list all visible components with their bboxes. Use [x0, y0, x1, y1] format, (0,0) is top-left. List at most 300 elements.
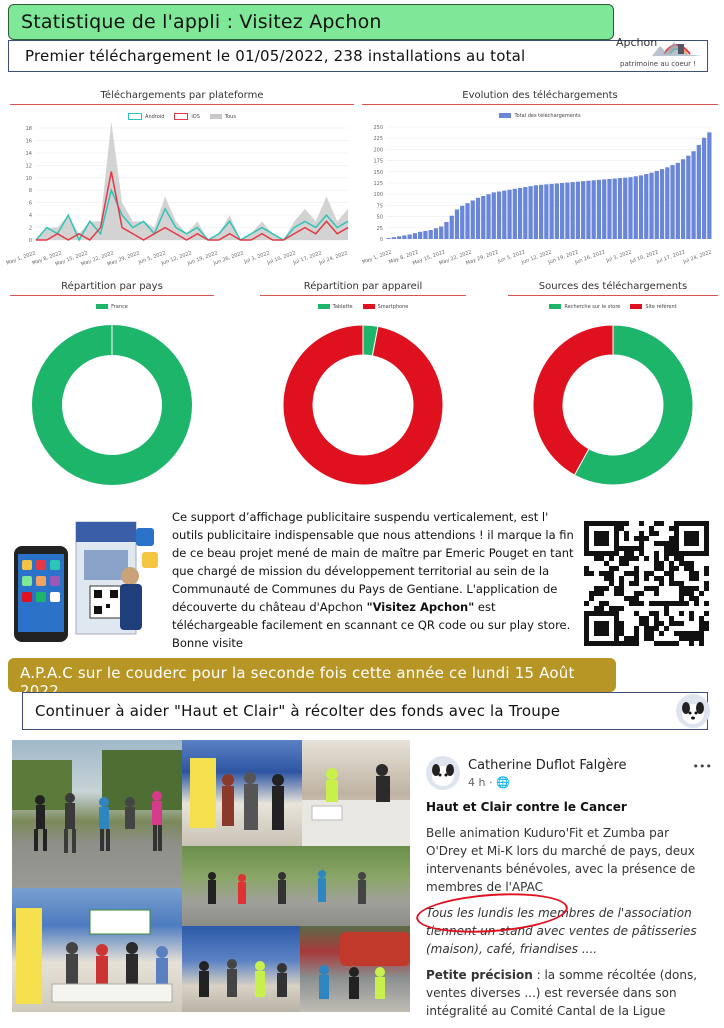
donut-slice	[283, 325, 443, 485]
post-paragraph-3: Petite précision : la somme récoltée (dons, ventes diverses ...) est reversée dans son intégralité au Comité Cantal de la Ligue	[426, 968, 698, 1018]
qr-module	[669, 526, 674, 531]
qr-module	[689, 641, 694, 646]
x-tick-label: Jul 3, 2022	[605, 249, 633, 265]
globe-icon: 🌐	[495, 776, 510, 789]
qr-module	[704, 586, 709, 591]
bar	[539, 185, 543, 239]
bar	[518, 188, 522, 239]
qr-module	[649, 611, 654, 616]
promo-line-8: Bonne visite	[172, 636, 244, 650]
x-tick-label: Jun 5, 2022	[137, 250, 167, 266]
qr-module	[704, 526, 709, 531]
qr-module	[594, 641, 599, 646]
apchon-logo	[612, 32, 712, 72]
app-name: "Visitez Apchon"	[366, 600, 475, 614]
qr-module	[694, 531, 699, 536]
qr-module	[659, 641, 664, 646]
qr-module	[589, 571, 594, 576]
donut-slice	[533, 325, 613, 475]
qr-module	[604, 551, 609, 556]
qr-module	[619, 561, 624, 566]
qr-module	[604, 571, 609, 576]
platform-chart-title: Téléchargements par plateforme	[100, 90, 264, 101]
bar	[476, 198, 480, 239]
qr-module	[679, 581, 684, 586]
x-tick-label: Jul 17, 2022	[292, 250, 323, 267]
volunteers-photo	[182, 926, 300, 1012]
qr-module	[694, 536, 699, 541]
qr-module	[669, 581, 674, 586]
qr-module	[679, 551, 684, 556]
qr-module	[694, 631, 699, 636]
qr-module	[639, 541, 644, 546]
legend-tablette: Tablette	[318, 304, 353, 310]
qr-module	[619, 576, 624, 581]
y-tick-label: 225	[373, 136, 383, 143]
qr-module	[644, 621, 649, 626]
qr-module	[624, 536, 629, 541]
bar	[670, 165, 674, 239]
qr-module	[654, 576, 659, 581]
bar	[450, 216, 454, 239]
qr-module	[614, 551, 619, 556]
qr-module	[604, 576, 609, 581]
x-tick-label: Jul 10, 2022	[629, 249, 660, 266]
legend-android: Android	[128, 113, 164, 120]
promo-line-6: découverte du château d'Apchon "Visitez Apchon" est	[172, 600, 496, 614]
x-tick-label: May 15, 2022	[411, 249, 447, 267]
bar	[471, 200, 475, 239]
legend-store: Recherche sur le store	[549, 304, 620, 310]
qr-module	[699, 641, 704, 646]
qr-module	[674, 566, 679, 571]
legend-ios: iOS	[174, 113, 200, 120]
bar	[418, 232, 422, 239]
qr-module	[589, 551, 594, 556]
qr-module	[584, 636, 589, 641]
qr-module	[684, 531, 689, 536]
qr-module	[679, 596, 684, 601]
qr-module	[619, 556, 624, 561]
qr-module	[599, 591, 604, 596]
qr-module	[654, 626, 659, 631]
bar	[534, 185, 538, 239]
dog-avatar	[676, 694, 710, 728]
qr-module	[679, 521, 684, 526]
qr-module	[584, 601, 589, 606]
platform-chart	[5, 90, 354, 280]
y-tick-label: 175	[373, 158, 383, 165]
qr-module	[679, 636, 684, 641]
qr-module	[619, 641, 624, 646]
qr-module	[634, 576, 639, 581]
qr-module	[619, 546, 624, 551]
y-tick-label: 2	[28, 225, 32, 232]
bar	[523, 187, 527, 239]
qr-module	[664, 611, 669, 616]
qr-module	[639, 546, 644, 551]
bar	[623, 178, 627, 239]
more-options-icon[interactable]: •••	[692, 760, 712, 773]
y-tick-label: 150	[373, 169, 383, 176]
qr-module	[689, 596, 694, 601]
qr-module	[629, 546, 634, 551]
qr-module	[604, 561, 609, 566]
qr-module	[614, 641, 619, 646]
qr-module	[619, 526, 624, 531]
qr-module	[664, 601, 669, 606]
qr-module	[644, 556, 649, 561]
bar	[628, 177, 632, 239]
qr-module	[664, 571, 669, 576]
qr-module	[604, 586, 609, 591]
qr-module	[689, 566, 694, 571]
qr-module	[699, 521, 704, 526]
bar	[550, 184, 554, 239]
page-title: Statistique de l'appli : Visitez Apchon	[8, 4, 614, 40]
qr-module	[614, 531, 619, 536]
qr-module	[654, 541, 659, 546]
qr-module	[614, 521, 619, 526]
qr-module	[669, 571, 674, 576]
qr-module	[699, 616, 704, 621]
qr-module	[664, 551, 669, 556]
qr-module	[689, 541, 694, 546]
qr-module	[624, 551, 629, 556]
qr-module	[669, 561, 674, 566]
x-tick-label: May 29, 2022	[465, 249, 500, 267]
y-tick-label: 75	[376, 203, 383, 210]
qr-module	[614, 606, 619, 611]
qr-module	[644, 616, 649, 621]
qr-module	[699, 621, 704, 626]
qr-module	[594, 611, 599, 616]
qr-module	[699, 591, 704, 596]
qr-module	[654, 531, 659, 536]
qr-module	[694, 601, 699, 606]
qr-module	[609, 556, 614, 561]
qr-module	[604, 626, 609, 631]
qr-module	[594, 551, 599, 556]
qr-module	[634, 631, 639, 636]
x-tick-label: Jul 17, 2022	[655, 249, 687, 266]
qr-module	[669, 601, 674, 606]
qr-module	[699, 626, 704, 631]
qr-module	[614, 636, 619, 641]
qr-module	[699, 631, 704, 636]
qr-module	[609, 566, 614, 571]
bar	[560, 183, 564, 239]
qr-module	[584, 551, 589, 556]
bar	[644, 174, 648, 239]
qr-module	[674, 531, 679, 536]
qr-module	[654, 566, 659, 571]
qr-module	[679, 621, 684, 626]
y-tick-label: 14	[25, 150, 32, 157]
bar	[676, 163, 680, 239]
qr-module	[629, 551, 634, 556]
qr-module	[624, 546, 629, 551]
qr-module	[634, 536, 639, 541]
qr-module	[659, 561, 664, 566]
qr-module	[654, 611, 659, 616]
qr-module	[694, 551, 699, 556]
qr-module	[604, 611, 609, 616]
bar	[602, 179, 606, 239]
qr-module	[609, 611, 614, 616]
y-tick-label: 125	[373, 181, 383, 187]
x-tick-label: Jun 19, 2022	[186, 250, 219, 267]
qr-module	[634, 566, 639, 571]
qr-module	[624, 641, 629, 646]
y-tick-label: 250	[373, 125, 383, 131]
qr-module	[599, 541, 604, 546]
qr-module	[614, 566, 619, 571]
qr-module	[679, 591, 684, 596]
legend-site: Site référent	[630, 304, 676, 310]
qr-module	[669, 566, 674, 571]
qr-module	[669, 541, 674, 546]
qr-module	[599, 621, 604, 626]
y-tick-label: 50	[376, 214, 383, 221]
qr-module	[659, 566, 664, 571]
qr-module	[594, 586, 599, 591]
qr-module	[659, 576, 664, 581]
qr-module	[669, 576, 674, 581]
author-avatar[interactable]	[426, 756, 460, 790]
promo-line-4: que chargé de mission du développement territorial au sein de la	[172, 564, 550, 578]
bar	[649, 173, 653, 239]
qr-module	[689, 561, 694, 566]
post-heading: Haut et Clair contre le Cancer	[426, 800, 627, 814]
post-paragraph-1: Belle animation Kuduro'Fit et Zumba par O'Drey et Mi-K lors du marché de pays, deux intervenants bénévoles, avec la présence de membres de l'APAC	[426, 824, 712, 896]
qr-module	[654, 556, 659, 561]
bar	[402, 235, 406, 239]
qr-module	[584, 641, 589, 646]
qr-module	[659, 631, 664, 636]
qr-module	[584, 571, 589, 576]
qr-module	[644, 631, 649, 636]
qr-module	[684, 591, 689, 596]
qr-module	[614, 621, 619, 626]
qr-module	[589, 521, 594, 526]
x-tick-label: Jun 12, 2022	[160, 250, 193, 267]
qr-module	[599, 531, 604, 536]
bar	[576, 182, 580, 239]
y-tick-label: 16	[25, 138, 32, 145]
qr-module	[599, 551, 604, 556]
qr-module	[594, 626, 599, 631]
y-tick-label: 18	[25, 126, 32, 132]
qr-module	[599, 586, 604, 591]
qr-module	[704, 566, 709, 571]
bar	[613, 179, 617, 239]
bar	[691, 151, 695, 239]
qr-module	[624, 531, 629, 536]
qr-module	[584, 616, 589, 621]
bar	[697, 145, 701, 239]
bar	[444, 222, 448, 239]
qr-module	[704, 551, 709, 556]
qr-module	[704, 601, 709, 606]
qr-module	[604, 621, 609, 626]
qr-module	[694, 541, 699, 546]
qr-module	[674, 641, 679, 646]
qr-module	[614, 631, 619, 636]
qr-module	[679, 561, 684, 566]
legend-smartphone: Smartphone	[363, 304, 409, 310]
qr-module	[599, 606, 604, 611]
qr-module	[689, 571, 694, 576]
qr-module	[614, 626, 619, 631]
qr-module	[659, 521, 664, 526]
qr-module	[624, 521, 629, 526]
qr-module	[609, 571, 614, 576]
bar	[597, 180, 601, 239]
bar	[571, 182, 575, 239]
qr-module	[674, 556, 679, 561]
qr-module	[674, 541, 679, 546]
x-tick-label: May 1, 2022	[5, 250, 37, 267]
y-tick-label: 200	[373, 147, 383, 154]
qr-module	[604, 601, 609, 606]
y-tick-label: 12	[25, 163, 32, 170]
qr-module	[644, 576, 649, 581]
qr-module	[669, 536, 674, 541]
qr-module	[604, 536, 609, 541]
qr-module	[684, 521, 689, 526]
bar	[413, 233, 417, 239]
post-author[interactable]: Catherine Duflot Falgère	[468, 758, 627, 773]
qr-module	[649, 571, 654, 576]
evolution-chart-title: Evolution des téléchargements	[462, 90, 618, 101]
qr-module	[584, 621, 589, 626]
donut-slice	[47, 340, 177, 470]
qr-module	[669, 621, 674, 626]
qr-module	[659, 621, 664, 626]
qr-module	[664, 556, 669, 561]
qr-module	[584, 531, 589, 536]
qr-module	[704, 521, 709, 526]
country-chart-title: Répartition par pays	[61, 281, 163, 292]
qr-module	[614, 536, 619, 541]
bar	[397, 236, 401, 239]
qr-module	[624, 556, 629, 561]
x-tick-label: Jun 12, 2022	[520, 249, 553, 266]
x-tick-label: Jun 5, 2022	[497, 249, 527, 265]
x-tick-label: Jul 3, 2022	[243, 250, 271, 266]
bar	[513, 189, 517, 239]
x-tick-label: Jun 19, 2022	[547, 249, 580, 266]
qr-module	[704, 536, 709, 541]
qr-module	[619, 621, 624, 626]
qr-module	[609, 521, 614, 526]
qr-module	[674, 621, 679, 626]
bar	[665, 167, 669, 239]
post-paragraph-2: Tous les lundis les membres de l'association tiennent un stand avec ventes de pâtisseries (maison), café, friandises ....	[426, 906, 697, 956]
promo-line-2: outils publicitaire indispensable que nous attendions ! il marque la fin	[172, 528, 574, 542]
qr-module	[684, 566, 689, 571]
qr-module	[614, 586, 619, 591]
qr-module	[654, 591, 659, 596]
qr-module	[669, 641, 674, 646]
series-all-area	[36, 122, 348, 240]
bar	[592, 180, 596, 239]
qr-module	[599, 611, 604, 616]
qr-module	[689, 631, 694, 636]
qr-module	[639, 601, 644, 606]
qr-module	[594, 541, 599, 546]
qr-module	[594, 591, 599, 596]
qr-module	[609, 576, 614, 581]
x-tick-label: Jul 24, 2022	[318, 250, 349, 267]
bar	[639, 175, 643, 239]
qr-module	[694, 586, 699, 591]
qr-module	[674, 631, 679, 636]
bar	[497, 192, 501, 239]
x-tick-label: May 22, 2022	[438, 249, 473, 267]
bar	[528, 186, 532, 239]
qr-module	[664, 641, 669, 646]
bar	[429, 230, 433, 239]
qr-module	[674, 601, 679, 606]
qr-module	[704, 581, 709, 586]
bar	[586, 181, 590, 239]
qr-module	[584, 566, 589, 571]
qr-module	[644, 626, 649, 631]
bar	[707, 132, 711, 239]
y-tick-label: 25	[376, 225, 383, 232]
qr-module	[699, 636, 704, 641]
qr-module	[634, 556, 639, 561]
qr-module	[684, 586, 689, 591]
device-chart	[260, 281, 466, 496]
qr-module	[704, 626, 709, 631]
qr-module	[599, 626, 604, 631]
qr-module	[684, 561, 689, 566]
qr-module	[594, 631, 599, 636]
sources-chart	[508, 281, 718, 496]
qr-module	[584, 526, 589, 531]
bar	[387, 238, 391, 239]
bar	[408, 235, 412, 239]
qr-module	[634, 601, 639, 606]
x-tick-label: May 1, 2022	[361, 249, 393, 266]
legend-france: France	[96, 304, 128, 310]
qr-module	[629, 556, 634, 561]
qr-module	[649, 586, 654, 591]
qr-module	[689, 521, 694, 526]
x-tick-label: Jul 10, 2022	[266, 250, 297, 267]
legend-total: Total des téléchargements	[499, 113, 580, 119]
x-tick-label: May 29, 2022	[106, 250, 141, 268]
qr-code[interactable]	[582, 520, 712, 646]
x-tick-label: May 22, 2022	[80, 250, 115, 268]
qr-module	[689, 636, 694, 641]
qr-module	[669, 546, 674, 551]
qr-module	[619, 586, 624, 591]
haut-et-clair-banner: Continuer à aider "Haut et Clair" à récolter des fonds avec la Troupe	[22, 692, 708, 730]
qr-module	[639, 591, 644, 596]
x-tick-label: May 15, 2022	[54, 250, 89, 268]
qr-module	[604, 631, 609, 636]
qr-module	[594, 606, 599, 611]
y-tick-label: 0	[28, 238, 32, 244]
qr-module	[624, 636, 629, 641]
qr-module	[659, 601, 664, 606]
qr-module	[654, 561, 659, 566]
qr-module	[624, 561, 629, 566]
